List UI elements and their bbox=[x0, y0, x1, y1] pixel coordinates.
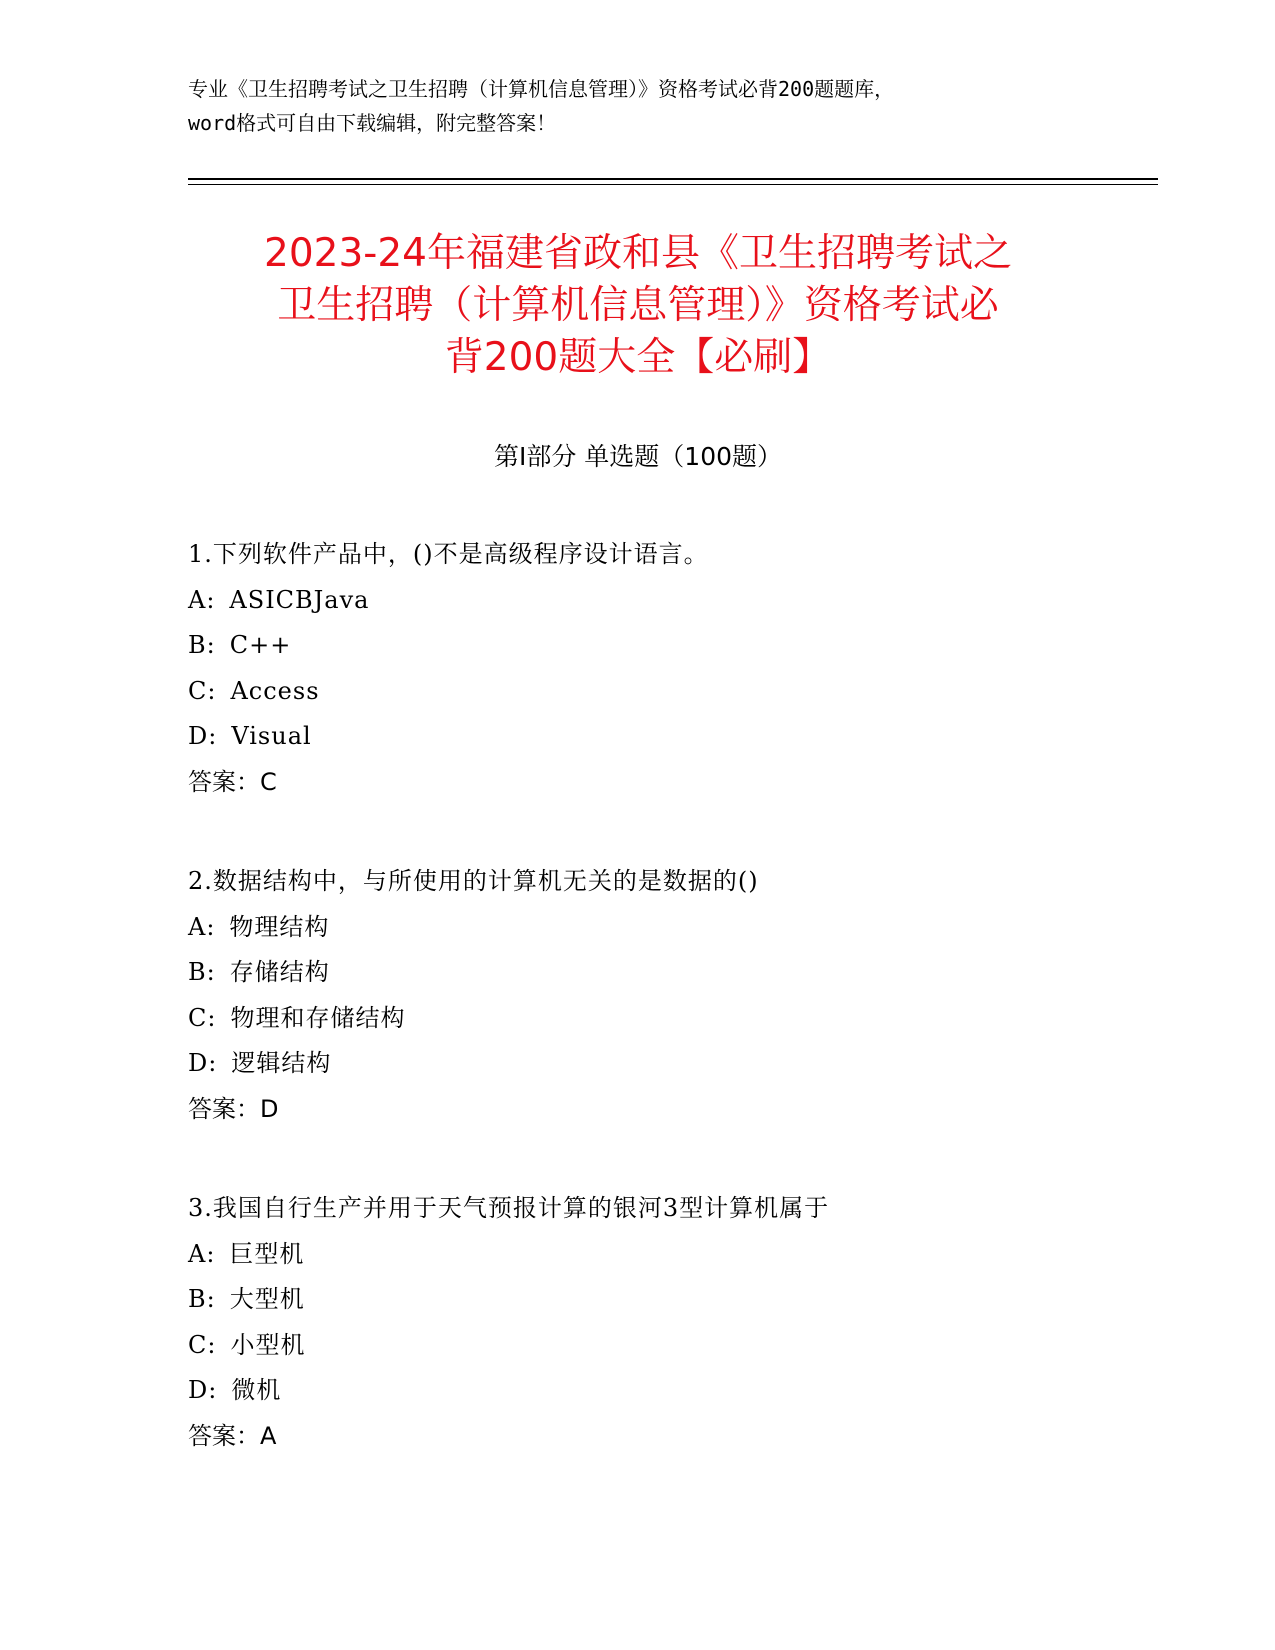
option-text: Visual bbox=[231, 722, 312, 750]
option-key: D: bbox=[188, 1049, 218, 1077]
header-rule-thin bbox=[188, 184, 1158, 185]
option-a bbox=[188, 1232, 1138, 1278]
answer-value: D bbox=[260, 1094, 279, 1123]
document-title-line-2: 卫生招聘（计算机信息管理）》资格考试必 bbox=[277, 283, 999, 328]
question-3 bbox=[188, 1186, 1138, 1459]
option-key: B: bbox=[188, 631, 216, 659]
option-key: D: bbox=[188, 722, 218, 750]
option-d bbox=[188, 1368, 1138, 1414]
section-title: 第Ⅰ部分 单选题（100题） bbox=[493, 442, 783, 471]
option-text: 大型机 bbox=[229, 1285, 305, 1313]
question-list bbox=[188, 532, 1138, 1513]
option-b bbox=[188, 950, 1138, 996]
question-stem: 2.数据结构中，与所使用的计算机无关的是数据的() bbox=[188, 867, 759, 895]
option-key: A: bbox=[188, 1239, 216, 1268]
option-text: 物理结构 bbox=[229, 912, 330, 941]
answer-label: 答案： bbox=[188, 767, 260, 796]
option-b bbox=[188, 623, 1138, 669]
option-text: 微机 bbox=[231, 1376, 282, 1404]
header-note-line-2: word格式可自由下载编辑，附完整答案！ bbox=[188, 111, 557, 135]
option-key: B: bbox=[188, 1285, 216, 1313]
option-c bbox=[188, 996, 1138, 1042]
option-key: C: bbox=[188, 676, 217, 705]
answer-value: A bbox=[260, 1421, 277, 1450]
answer bbox=[188, 760, 1138, 806]
option-c bbox=[188, 669, 1138, 715]
option-text: 逻辑结构 bbox=[231, 1049, 332, 1077]
option-key: D: bbox=[188, 1376, 218, 1404]
option-text: 小型机 bbox=[230, 1330, 306, 1359]
option-key: A: bbox=[188, 585, 216, 614]
option-text: Access bbox=[230, 676, 320, 705]
question-stem: 3.我国自行生产并用于天气预报计算的银河3型计算机属于 bbox=[188, 1194, 830, 1222]
answer-value: C bbox=[260, 767, 277, 796]
option-d bbox=[188, 1041, 1138, 1087]
option-a bbox=[188, 905, 1138, 951]
answer-label: 答案： bbox=[188, 1421, 260, 1450]
document-title-line-3: 背200题大全【必刷】 bbox=[444, 335, 832, 380]
question-1 bbox=[188, 532, 1138, 805]
option-key: C: bbox=[188, 1330, 217, 1359]
option-text: 物理和存储结构 bbox=[230, 1003, 406, 1032]
option-key: A: bbox=[188, 912, 216, 941]
option-text: C++ bbox=[229, 631, 292, 659]
option-text: 存储结构 bbox=[229, 958, 330, 986]
question-2 bbox=[188, 859, 1138, 1132]
option-b bbox=[188, 1277, 1138, 1323]
option-a bbox=[188, 578, 1138, 624]
document-title bbox=[188, 228, 1088, 384]
option-text: ASICBJava bbox=[229, 585, 370, 614]
answer bbox=[188, 1087, 1138, 1133]
option-d bbox=[188, 714, 1138, 760]
question-stem: 1.下列软件产品中，()不是高级程序设计语言。 bbox=[188, 540, 709, 568]
option-key: B: bbox=[188, 958, 216, 986]
answer bbox=[188, 1414, 1138, 1460]
option-text: 巨型机 bbox=[229, 1239, 305, 1268]
header-note bbox=[188, 72, 1088, 140]
header-note-line-1: 专业《卫生招聘考试之卫生招聘（计算机信息管理）》资格考试必背200题题库， bbox=[188, 77, 895, 101]
document-title-line-1: 2023-24年福建省政和县《卫生招聘考试之 bbox=[264, 231, 1012, 276]
header-rule-thick bbox=[188, 178, 1158, 180]
answer-label: 答案： bbox=[188, 1094, 260, 1123]
option-c bbox=[188, 1323, 1138, 1369]
option-key: C: bbox=[188, 1003, 217, 1032]
